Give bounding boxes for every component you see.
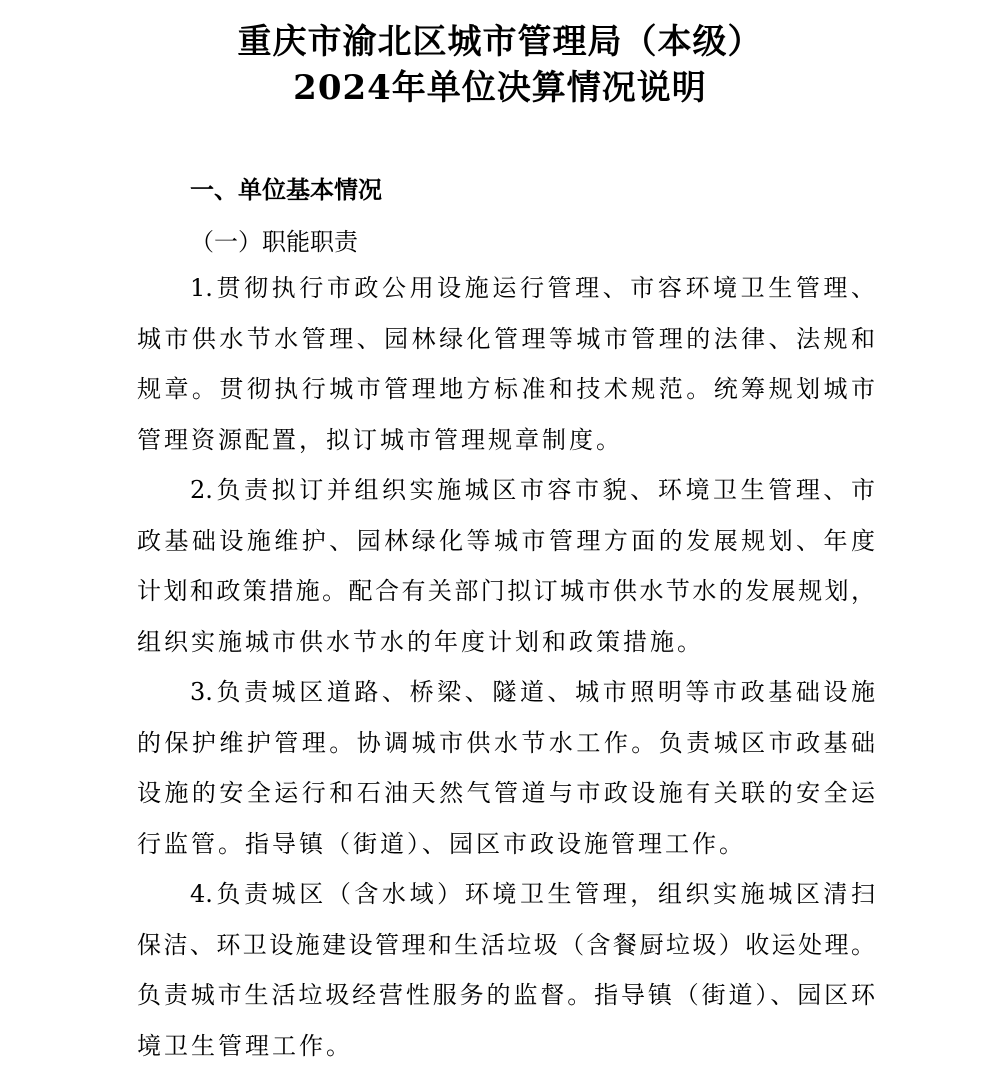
paragraph-line: 行监管。指导镇（街道）、园区市政设施管理工作。 — [137, 829, 746, 858]
section-heading: 一、单位基本情况 — [190, 175, 382, 204]
paragraph-line: 城市供水节水管理、园林绿化管理等城市管理的法律、法规和 — [137, 324, 875, 353]
paragraph-line: 保洁、环卫设施建设管理和生活垃圾（含餐厨垃圾）收运处理。 — [137, 930, 875, 959]
paragraph-line: 负责城市生活垃圾经营性服务的监督。指导镇（街道）、园区环 — [137, 981, 875, 1009]
paragraph-line: 3.负责城区道路、桥梁、隧道、城市照明等市政基础设施 — [190, 678, 875, 706]
paragraph-line: 2.负责拟订并组织实施城区市容市貌、环境卫生管理、市 — [190, 476, 875, 504]
paragraph-line: 的保护维护管理。协调城市供水节水工作。负责城区市政基础 — [137, 728, 875, 757]
paragraph-line: 4.负责城区（含水域）环境卫生管理，组织实施城区清扫 — [190, 880, 875, 908]
paragraph-line: 管理资源配置，拟订城市管理规章制度。 — [137, 425, 623, 454]
paragraph-line: 1.贯彻执行市政公用设施运行管理、市容环境卫生管理、 — [190, 274, 875, 302]
paragraph-line: 规章。贯彻执行城市管理地方标准和技术规范。统筹规划城市 — [137, 375, 875, 403]
document-title-line1: 重庆市渝北区城市管理局（本级） — [237, 22, 763, 62]
paragraph-line: 计划和政策措施。配合有关部门拟订城市供水节水的发展规划， — [137, 577, 875, 605]
paragraph-line: 境卫生管理工作。 — [137, 1031, 353, 1060]
paragraph-line: 政基础设施维护、园林绿化等城市管理方面的发展规划、年度 — [137, 526, 875, 555]
paragraph-line: 设施的安全运行和石油天然气管道与市政设施有关联的安全运 — [137, 779, 875, 807]
document-title-line2: 2024年单位决算情况说明 — [293, 68, 707, 108]
subsection-heading: （一）职能职责 — [190, 228, 358, 256]
paragraph-line: 组织实施城市供水节水的年度计划和政策措施。 — [137, 627, 704, 656]
